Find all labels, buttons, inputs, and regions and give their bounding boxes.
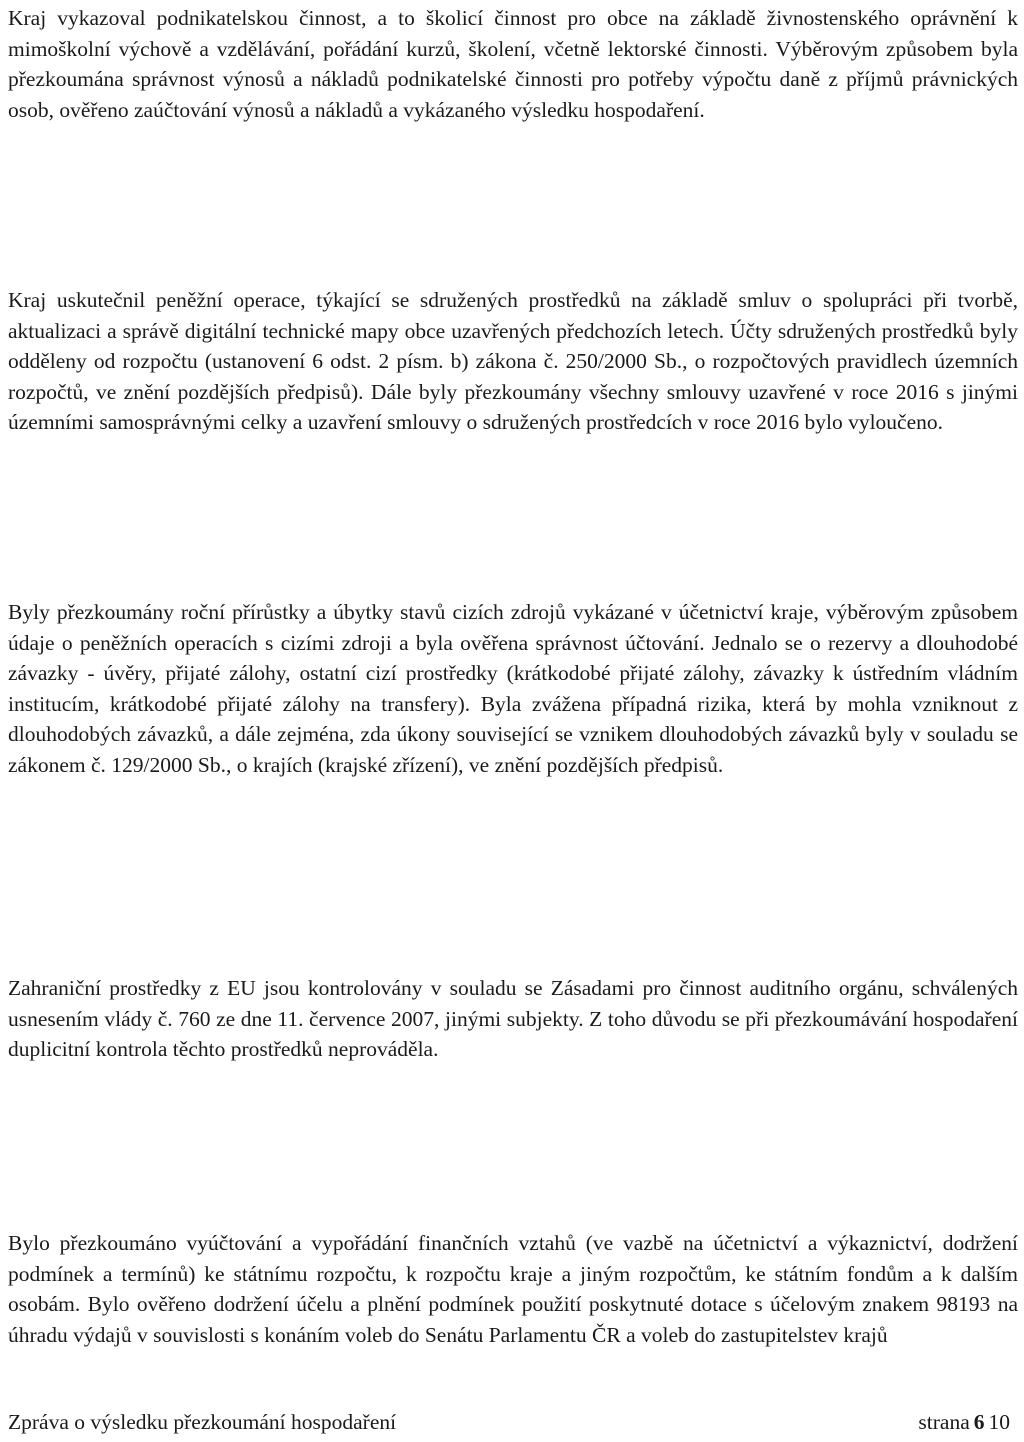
paragraph-eu-funds: Zahraniční prostředky z EU jsou kontrolovány v souladu se Zásadami pro činnost auditního orgánu, schválených usnesením vlády č. 760 ze dne 11. července 2007, jinými subjekty. Z toho důvodu se při přezkoumávání hospodaření duplicitní kontrola těchto prostředků neprováděla. (8, 976, 1018, 1062)
footer-report-title: Zpráva o výsledku přezkoumání hospodaření (8, 1410, 397, 1434)
paragraph-business-activity: Kraj vykazoval podnikatelskou činnost, a to školicí činnost pro obce na základě živnostenského oprávnění k mimoškolní výchově a vzdělávání, pořádání kurzů, školení, včetně lektorské činnosti. Výběrovým způsobem byla přezkoumána správnost výnosů a nákladů podnikatelské činnosti pro potřeby výpočtu daně z příjmů právnických osob, ověřeno zaúčtování výnosů a nákladů a vykázaného výsledku hospodaření. (8, 6, 1018, 122)
paragraph-pooled-funds: Kraj uskutečnil peněžní operace, týkající se sdružených prostředků na základě smluv o spolupráci při tvorbě, aktualizaci a správě digitální technické mapy obce uzavřených předchozích letech. Účty sdružených prostředků byly odděleny od rozpočtu (ustanovení 6 odst. 2 písm. b) zákona č. 250/2000 Sb., o rozpočtových pravidlech územních rozpočtů, ve znění pozdějších předpisů). Dále byly přezkoumány všechny smlouvy uzavřené v roce 2016 s jinými územními samosprávnými celky a uzavření smlouvy o sdružených prostředcích v roce 2016 bylo vyloučeno. (8, 288, 1018, 435)
paragraph-foreign-sources: Byly přezkoumány roční přírůstky a úbytky stavů cizích zdrojů vykázané v účetnictví kraje, výběrovým způsobem údaje o peněžních operacích s cizími zdroji a byla ověřena správnost účtování. Jednalo se o rezervy a dlouhodobé závazky - úvěry, přijaté zálohy, ostatní cizí prostředky (krátkodobé přijaté zálohy, závazky k ústředním vládním institucím, krátkodobé přijaté zálohy na transfery). Byla zvážena případná rizika, která by mohla vzniknout z dlouhodobých závazků, a dále zejména, zda úkony související se vznikem dlouhodobých závazků byly v souladu se zákonem č. 129/2000 Sb., o krajích (krajské zřízení), ve znění pozdějších předpisů. (8, 600, 1018, 777)
footer-page-number: 6 (973, 1410, 985, 1434)
footer-page-label: strana (918, 1410, 970, 1434)
footer-page-indicator (918, 1408, 1010, 1436)
footer-page-total: 10 (988, 1410, 1010, 1434)
paragraph-financial-settlement: Bylo přezkoumáno vyúčtování a vypořádání finančních vztahů (ve vazbě na účetnictví a výkaznictví, dodržení podmínek a termínů) ke státnímu rozpočtu, k rozpočtu kraje a jiným rozpočtům, ke státním fondům a k dalším osobám. Bylo ověřeno dodržení účelu a plnění podmínek použití poskytnuté dotace s účelovým znakem 98193 na úhradu výdajů v souvislosti s konáním voleb do Senátu Parlamentu ČR a voleb do zastupitelstev krajů (8, 1231, 1018, 1347)
